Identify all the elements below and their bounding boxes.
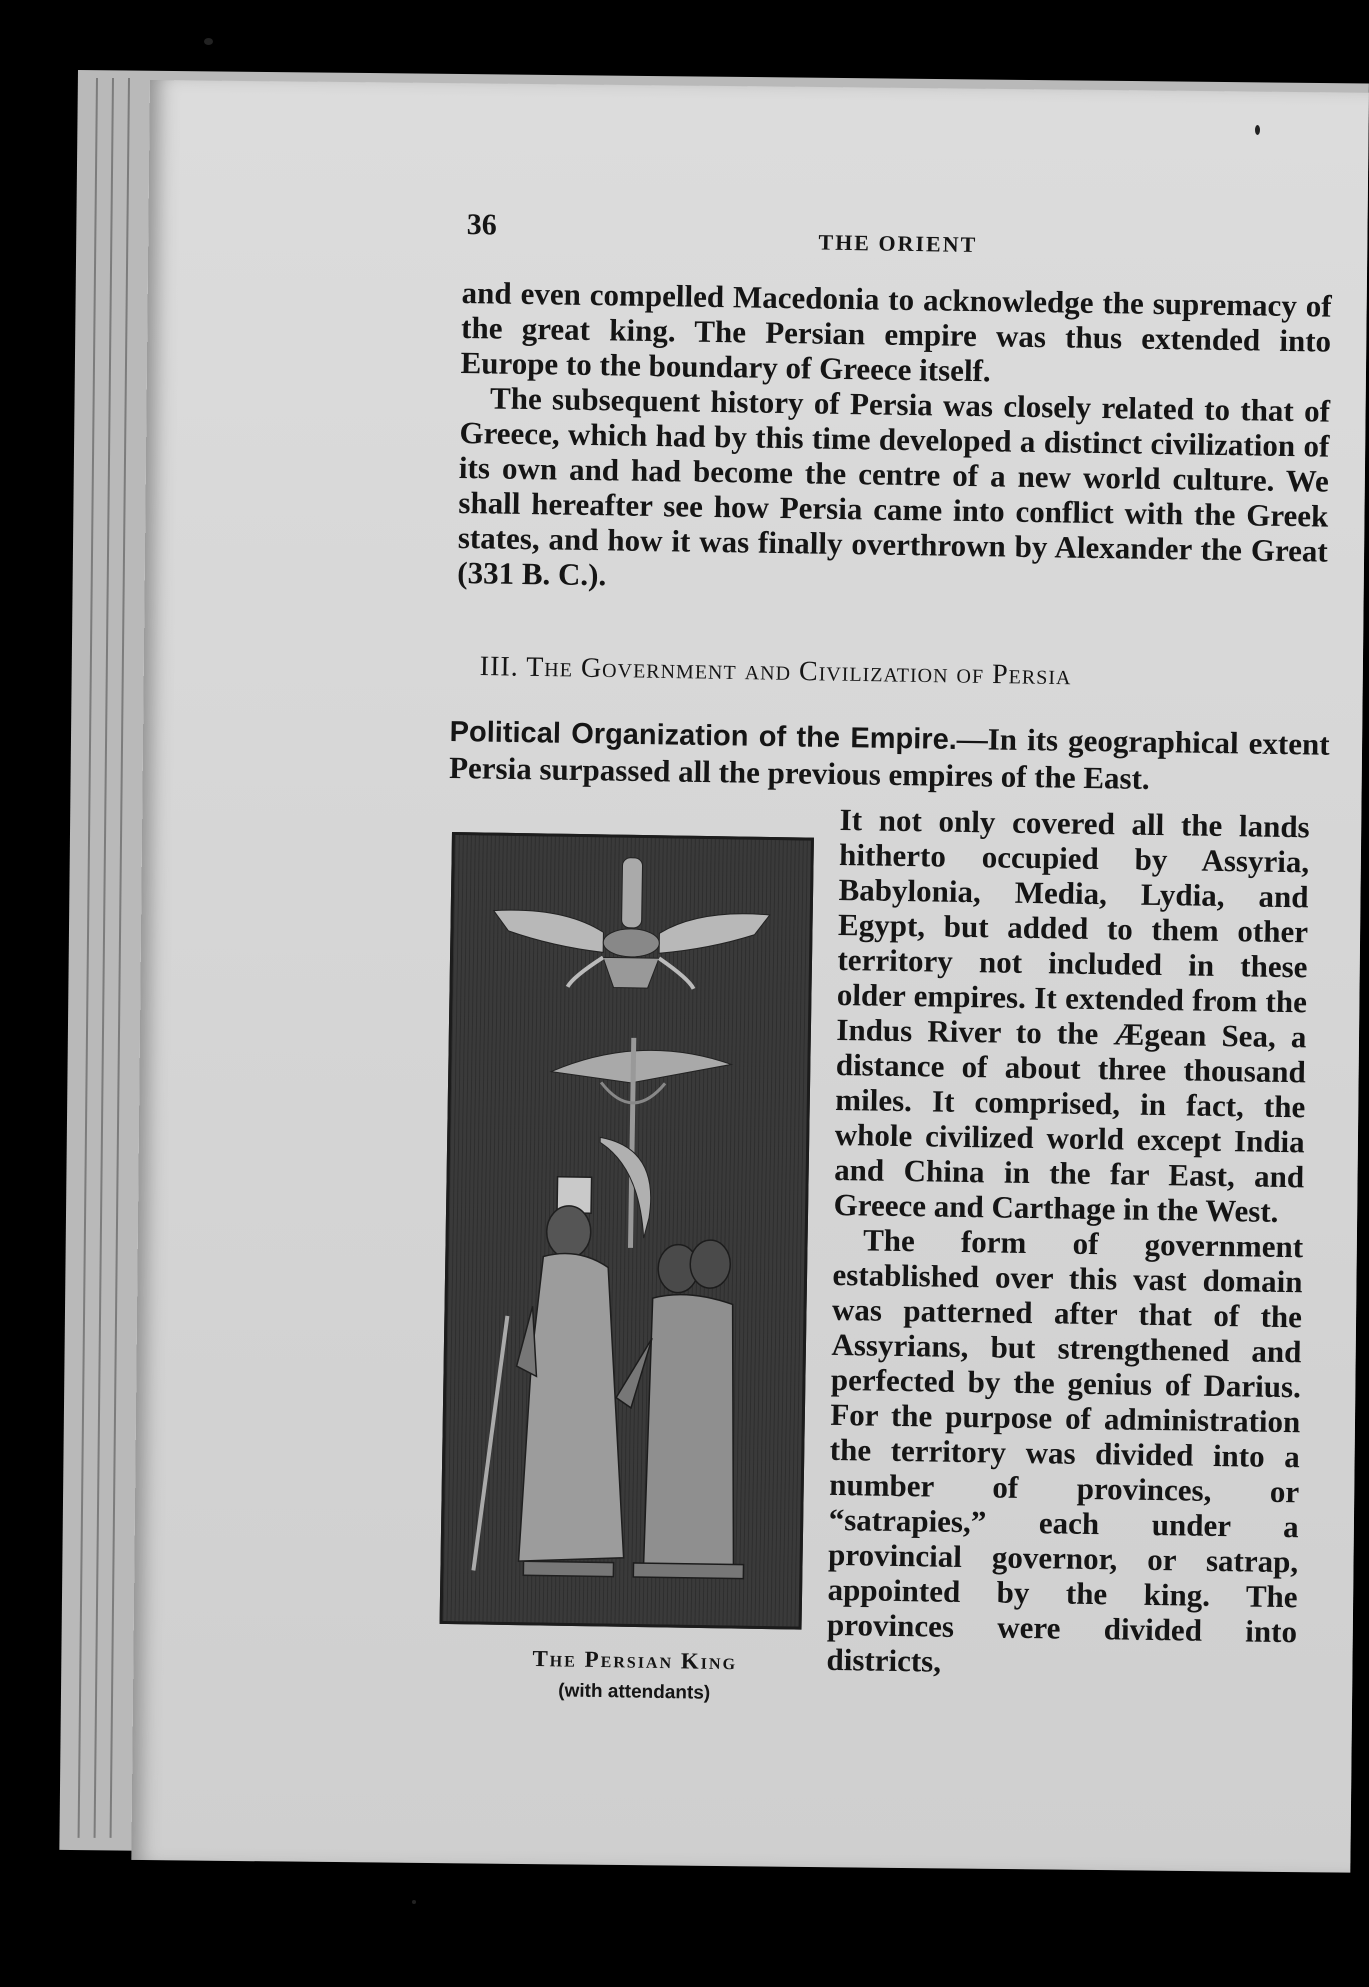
subsection-lead: —In its geographical extent Persia surpassed all the previous empires of the East.: [448, 720, 1330, 796]
scan-speck: [412, 1900, 416, 1904]
figure-caption: [469, 1642, 800, 1711]
paragraph: It not only covered all the lands hitherto occupied by Assyria, Babylonia, Media, Lydia, and Egypt, but added to them other territory not included in these older empires. It extended from the Indus River to the Ægean Sea, a distance of about three thousand miles. It comprised, in fact, the whole civilized world except India and China in the far East, and Greece and Carthage in the West.: [833, 802, 1310, 1229]
subsection-title: Political Organization of the Empire.: [449, 715, 958, 756]
paragraph: The subsequent history of Persia was closely related to that of Greece, which had by this time developed a distinct civilization of its own and had become the centre of a new world culture. We shall hereafter see how Persia came into conflict with the Greek states, and how it was finally overthrown by Alexander the Great (331 B. C.).: [457, 380, 1331, 593]
body-text-column: [826, 802, 1310, 1684]
caption-subtitle: (with attendants): [558, 1680, 711, 1704]
section-heading: III. The Government and Civilization of Persia: [479, 651, 1072, 692]
page-number: 36: [466, 208, 497, 242]
paragraph: The form of government established over this vast domain was patterned after that of the Assyrians, but strengthened and perfected by the genius of Darius. For the purpose of administration the territory was divided into a number of provinces, or “satrapies,” each under a provincial governor, or satrap, appointed by the king. The provinces were divided into districts,: [826, 1222, 1304, 1679]
caption-title: The Persian King: [532, 1645, 738, 1675]
paragraph: and even compelled Macedonia to acknowledge the supremacy of the great king. The Persian empire was thus extended into Europe to the boundary of Greece itself.: [460, 275, 1332, 389]
running-title: THE ORIENT: [818, 229, 978, 258]
engraving-illustration: [443, 835, 811, 1626]
persian-king-engraving: [440, 832, 814, 1630]
subsection-intro: [449, 713, 1330, 800]
scan-speck: [1255, 125, 1260, 135]
scan-speck: [204, 38, 213, 45]
body-text-top: [457, 275, 1332, 604]
